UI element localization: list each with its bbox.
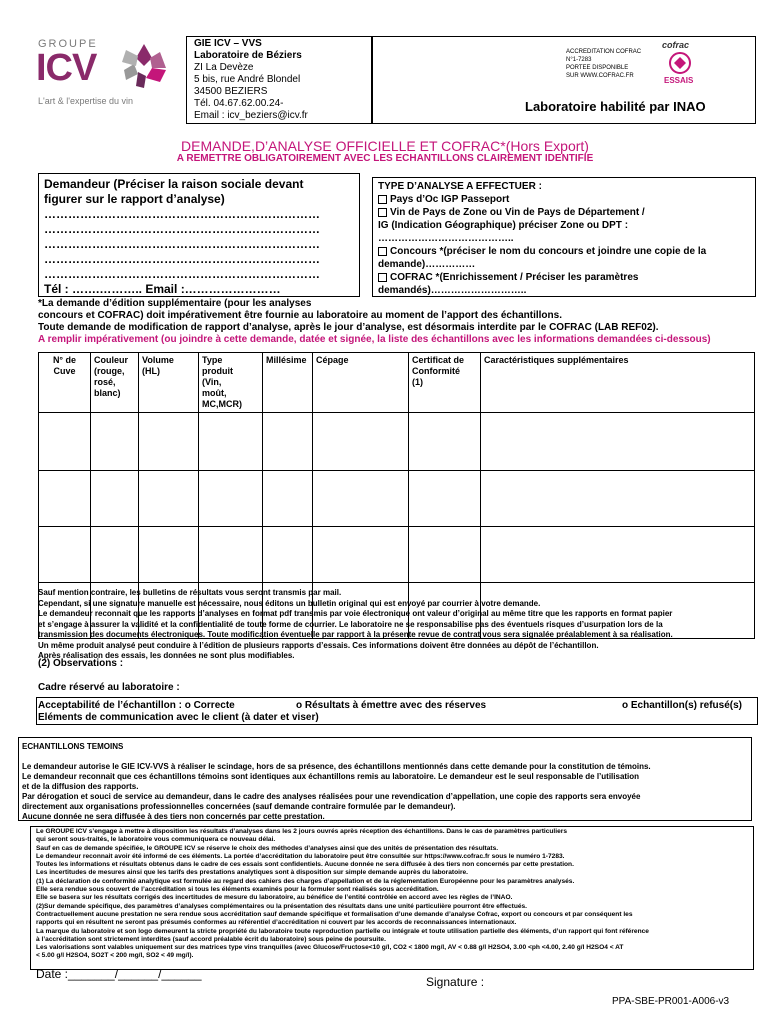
address-line: 34500 BEZIERS — [194, 86, 268, 97]
acceptability-reserves[interactable]: o Résultats à émettre avec des réserves — [296, 700, 487, 711]
communication-label: Eléments de communication avec le client (à dater et viser) — [38, 712, 319, 723]
witness-line: et de la diffusion des rapports. — [22, 782, 139, 791]
footer-line: à l’accréditation sont strictement interdites (sauf accord préalable écrit du laboratoire) sous peine de poursuite. — [36, 935, 386, 943]
address-line: Tél. 04.67.62.00.24- — [194, 98, 284, 109]
col-caracteristiques: Caractéristiques supplémentaires — [481, 353, 755, 413]
logo-icv-text: ICV — [36, 47, 97, 89]
witness-line: Le demandeur autorise le GIE ICV-VVS à réaliser le scindage, hors de sa présence, des échantillons mentionnés dans cette demande pour la constitution de témoins. — [22, 762, 651, 771]
cell[interactable] — [481, 527, 755, 583]
cell[interactable] — [91, 527, 139, 583]
footer-line: Le GROUPE ICV s’engage à mettre à disposition les résultats d’analyses dans les 2 jours ouvrés après réception des échantillons. Dans le cas de paramètres particuliers — [36, 828, 567, 835]
requester-dots[interactable]: …………………………………………………………… — [44, 252, 320, 266]
cofrac-mark-icon — [668, 52, 692, 74]
note-line: Toute demande de modification de rapport d’analyse, après le jour d’analyse, est désormais interdite par le COFRAC (LAB REF02). — [38, 322, 659, 333]
address-line: Laboratoire de Béziers — [194, 50, 302, 61]
note-line: *La demande d’édition supplémentaire (pour les analyses — [38, 298, 312, 309]
form-title: DEMANDE,D’ANALYSE OFFICIELLE ET COFRAC*(Hors Export) — [181, 138, 589, 154]
checkbox-icon[interactable] — [378, 195, 387, 204]
witness-heading: ECHANTILLONS TEMOINS — [22, 742, 124, 751]
results-line: transmission des documents électroniques. Toute modification éventuelle par rapport à la présente revue de contrat vous sera signalée préalablement à sa réalisation. — [38, 630, 673, 639]
cofrac-logo — [662, 40, 698, 92]
accreditation-line: PORTEE DISPONIBLE — [566, 65, 629, 71]
option-label: Concours *(préciser le nom du concours et joindre une copie de la — [390, 246, 707, 257]
results-line: et s’engage à assurer la validité et la confidentialité de toute forme de courrier. Le laboratoire ne se responsabilise pas des éventuels risques d’usurpation lors de la — [38, 619, 663, 629]
results-line: Cependant, si une signature manuelle est nécessaire, nous éditons un bulletin original qui est envoyé par courrier à votre demande. — [38, 598, 541, 608]
date-field[interactable]: Date :_______/______/______ — [36, 967, 202, 981]
results-line: Sauf mention contraire, les bulletins de résultats vous seront transmis par mail. — [38, 588, 342, 597]
note-line: concours et COFRAC) doit impérativement être fournie au laboratoire au moment de l’apport des échantillons. — [38, 310, 562, 321]
footer-line: Le demandeur reconnait avoir été informé de ces éléments. La portée d’accréditation du laboratoire peut être consultée sur https://www.cofrac.fr sous le numéro 1-7283. — [36, 852, 565, 860]
cell[interactable] — [39, 471, 91, 527]
option-label-continued[interactable]: demande)…………… — [378, 259, 476, 270]
cell[interactable] — [139, 527, 199, 583]
cell[interactable] — [313, 471, 409, 527]
cell[interactable] — [199, 471, 263, 527]
option-label-continued: IG (Indication Géographique) préciser Zone ou DPT : — [378, 220, 629, 231]
notes-block — [38, 298, 758, 346]
accreditation-line: ACCREDITATION COFRAC — [566, 49, 642, 55]
cell[interactable] — [199, 527, 263, 583]
cell[interactable] — [409, 471, 481, 527]
logo-flower-icon — [116, 40, 172, 92]
accreditation-line: SUR WWW.COFRAC.FR — [566, 73, 634, 79]
option-cofrac[interactable] — [378, 271, 706, 284]
address-line: Email : icv_beziers@icv.fr — [194, 110, 308, 121]
address-line: GIE ICV – VVS — [194, 38, 262, 49]
lab-reserved-label: Cadre réservé au laboratoire : — [38, 682, 180, 693]
witness-line: Par dérogation et souci de service au demandeur, dans le cadre des analyses réalisées pour une revendication d’appellation, une copie des rapports sera envoyée — [22, 792, 641, 801]
footer-line: Contractuellement aucune prestation ne sera rendue sous accréditation sauf demande spécifique et formalisation d’une demande d’analyse Cofrac, export ou concours et par conséquent les — [36, 910, 633, 918]
footer-line: (1) La déclaration de conformité analytique est formulée au regard des cahiers des charges d’appellation et de la réglementation Européenne pour les paramètres analysés. — [36, 877, 575, 885]
analysis-type-section — [378, 180, 706, 297]
footer-line: La marque du laboratoire et son logo demeurent la stricte propriété du laboratoire toute reproduction partielle ou intégrale et toute utilisation partielle des éléments, d’un rapport qui font référence — [36, 927, 649, 935]
cell[interactable] — [139, 413, 199, 471]
inao-label: Laboratoire habilité par INAO — [525, 99, 706, 114]
footer-line: Sauf en cas de demande spécifiée, le GROUPE ICV se réserve le choix des méthodes d’analyses ainsi que des unités de présentation des résultats. — [36, 844, 499, 852]
witness-line: directement aux organisations professionnelles concernées (sauf demande contraire formulée par le demandeur). — [22, 802, 456, 811]
col-cepage: Cépage — [313, 353, 409, 413]
footer-line: Elle se basera sur les résultats corrigés des incertitudes de mesure du laboratoire, au bénéfice de l’entité contrôlée en accord avec les règles de l’INAO. — [36, 894, 513, 902]
form-subtitle: A REMETTRE OBLIGATOIREMENT AVEC LES ECHANTILLONS CLAIREMENT IDENTIFIE — [176, 153, 594, 164]
observations-label[interactable]: (2) Observations : — [38, 658, 124, 669]
cell[interactable] — [91, 413, 139, 471]
results-line: Un même produit analysé peut conduire à l’édition de plusieurs rapports d’essais. Ces informations doivent être données au dépôt de l’échantillon. — [38, 640, 599, 650]
witness-line: Le demandeur reconnait que ces échantillons témoins sont identiques aux échantillons remis au laboratoire. Le demandeur est le seul responsable de l’utilisation — [22, 772, 640, 781]
footer-line: Toutes les informations et résultats obtenus dans le cadre de ces essais sont confidentiels. Aucune donnée ne sera diffusée à des tiers non concernés par cette prestation. — [36, 861, 574, 869]
cell[interactable] — [199, 413, 263, 471]
requester-dots[interactable]: …………………………………………………………… — [44, 237, 320, 251]
cell[interactable] — [313, 527, 409, 583]
requester-heading: Demandeur (Préciser la raison sociale devant — [44, 177, 304, 191]
address-block — [194, 38, 308, 122]
col-volume: Volume (HL) — [139, 353, 199, 413]
option-vin-de-pays[interactable] — [378, 206, 706, 219]
table-row — [39, 471, 755, 527]
col-type-produit: Type produit (Vin, moût, MC,MCR) — [199, 353, 263, 413]
footer-line: < 5.00 g/l H2SO4, SO2T < 200 mg/l, SO2 < 49 mg/l). — [36, 952, 194, 960]
table-row — [39, 413, 755, 471]
checkbox-icon[interactable] — [378, 208, 387, 217]
col-certificat: Certificat de Conformité (1) — [409, 353, 481, 413]
cell[interactable] — [91, 471, 139, 527]
cell[interactable] — [409, 527, 481, 583]
witness-text — [22, 762, 651, 822]
footer-line: (2)Sur demande spécifique, des paramètres d’analyses complémentaires ou la présentation des résultats dans une unité particulière pourront être effectués. — [36, 902, 528, 910]
footer-line: rapports qui en résultent ne seront pas présumés conformes au référentiel d’accréditation ni couvert par les accords de reconnaissances internationaux. — [36, 919, 517, 927]
cell[interactable] — [263, 413, 313, 471]
accreditation-text — [566, 48, 641, 80]
address-line: 5 bis, rue André Blondel — [194, 74, 301, 85]
cell[interactable] — [39, 527, 91, 583]
footer-line: qui seront sous-traités, le laboratoire vous communiquera ce nouveau délai. — [36, 836, 276, 844]
analysis-type-heading: TYPE D’ANALYSE A EFFECTUER : — [378, 181, 542, 192]
results-line: Après réalisation des essais, les données ne sont plus modifiables. — [38, 651, 295, 660]
col-millesime: Millésime — [263, 353, 313, 413]
footer-line: Elle sera rendue sous couvert de l’accréditation si tous les éléments examinés pour la formuler sont réalisés sous accréditation. — [36, 886, 439, 894]
results-info — [38, 588, 758, 662]
logo-tagline: L'art & l'expertise du vin — [38, 96, 133, 106]
footer-line: Les incertitudes de mesures ainsi que les tarifs des prestations analytiques sont à disposition sur simple demande auprès du laboratoire. — [36, 869, 469, 877]
signature-field[interactable]: Signature : — [426, 975, 485, 989]
cell[interactable] — [139, 471, 199, 527]
table-header-row — [39, 353, 755, 413]
note-line-highlight: A remplir impérativement (ou joindre à cette demande, datée et signée, la liste des échantillons avec les informations demandées ci-dessous) — [38, 334, 711, 345]
accreditation-line: N°1-7283 — [566, 57, 592, 63]
cell[interactable] — [263, 527, 313, 583]
table-row — [39, 527, 755, 583]
option-label: COFRAC *(Enrichissement / Préciser les paramètres — [390, 272, 639, 283]
cell[interactable] — [409, 413, 481, 471]
requester-dots[interactable]: …………………………………………………………… — [44, 267, 320, 281]
requester-heading: figurer sur le rapport d’analyse) — [44, 192, 225, 206]
option-concours[interactable] — [378, 245, 706, 258]
requester-section — [44, 177, 320, 297]
acceptability-refuses[interactable]: o Echantillon(s) refusé(s) — [622, 700, 743, 711]
option-zone-dots[interactable]: ………………………………….. — [378, 233, 514, 244]
option-igp-passeport[interactable] — [378, 193, 706, 206]
col-couleur: Couleur (rouge, rosé, blanc) — [91, 353, 139, 413]
option-label: Pays d’Oc IGP Passeport — [390, 194, 510, 205]
document-reference: PPA-SBE-PR001-A006-v3 — [612, 996, 730, 1007]
witness-line: Aucune donnée ne sera diffusée à des tiers non concernés par cette prestation. — [22, 812, 325, 821]
cofrac-essais-text: ESSAIS — [664, 76, 694, 85]
cofrac-logo-text: cofrac — [662, 40, 690, 50]
footer-line: Les valorisations sont valables uniquement sur des matrices type vins tranquilles (avec Glucose/Fructose<10 g/l, CO2 < 1800 mg/l, AV < 0.88 g/l H2SO4, 3.00 <ph <4.00, 2.40 g/l H2SO4 < AT — [36, 944, 624, 952]
cell[interactable] — [263, 471, 313, 527]
cell[interactable] — [313, 413, 409, 471]
option-label: Vin de Pays de Zone ou Vin de Pays de Département / — [390, 207, 645, 218]
cell[interactable] — [481, 471, 755, 527]
cell[interactable] — [481, 413, 755, 471]
address-line: ZI La Devèze — [194, 62, 254, 73]
acceptability-correcte[interactable]: Acceptabilité de l’échantillon : o Correcte — [38, 700, 235, 711]
checkbox-icon[interactable] — [378, 273, 387, 282]
footer-text — [36, 828, 649, 961]
checkbox-icon[interactable] — [378, 247, 387, 256]
requester-dots[interactable]: …………………………………………………………… — [44, 207, 320, 221]
icv-logo — [36, 38, 176, 110]
option-label-continued[interactable]: demandés)……………………….. — [378, 285, 527, 296]
requester-tel-email[interactable]: Tél : …….……….. Email :…………………… — [44, 282, 281, 296]
logo-group-text: GROUPE — [38, 38, 98, 50]
cell[interactable] — [39, 413, 91, 471]
requester-dots[interactable]: …………………………………………………………… — [44, 222, 320, 236]
results-line: Le demandeur reconnait que les rapports d’analyses en format pdf transmis par voie électronique ont valeur d’original au même titre que les rapports en format papier — [38, 609, 673, 618]
col-cuve: N° de Cuve — [39, 353, 91, 413]
